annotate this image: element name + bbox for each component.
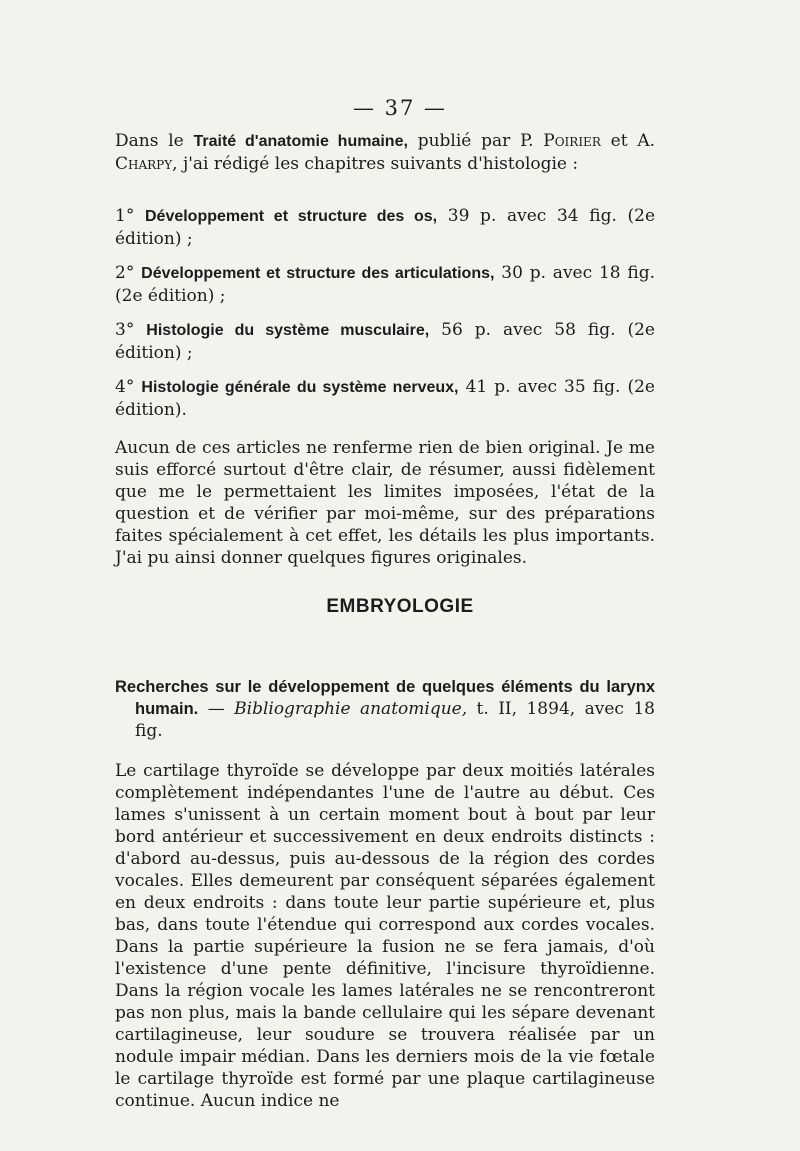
chapter-title: Histologie générale du système nerveux, [141,379,459,396]
chapter-title: Développement et structure des os, [144,208,438,225]
chapter-number: 2° [115,263,135,283]
entry-paragraph [115,676,655,742]
author-charpy: Charpy [115,154,173,174]
bibliography-entry [115,676,655,742]
intro-block [115,130,655,569]
closing-paragraph: Aucun de ces articles ne renferme rien de bien original. Je me suis efforcé surtout d'être clair, de résumer, aussi fidèlement que me le permettaient les limites imposées, l'état de la question et de vérifier par moi-même, sur des préparations faites spécialement à cet effet, les détails les plus importants. J'ai pu ainsi donner quelques figures originales. [115,438,655,568]
chapter-details: 39 p. avec 34 fig. (2e édition) ; [115,206,656,249]
body-block [115,760,655,1112]
chapter-item [115,319,655,364]
chapter-details: 56 p. avec 58 fig. (2e édition) ; [115,320,655,363]
entry-dash: — [198,699,235,719]
chapter-number: 3° [115,320,135,340]
intro-paragraph [115,130,655,175]
intro-prefix: Dans le [115,131,194,151]
chapter-item [115,205,655,250]
chapter-details: 41 p. avec 35 fig. (2e édition). [115,377,655,420]
entry-title: Recherches sur le développement de quelques éléments du larynx humain. [115,678,655,718]
body-paragraph: Le cartilage thyroïde se développe par deux moitiés latérales complètement indépendantes l'une de l'autre au début. Ces lames s'unissent à un certain moment bout à bout par leur bord antérieur et successivement en deux endroits distincts : d'abord au-dessus, puis au-dessous de la région des cordes vocales. Elles demeurent par conséquent séparées également en deux endroits : dans toute leur partie supérieure et, plus bas, dans toute l'étendue qui correspond aux cordes vocales. Dans la partie supérieure la fusion ne se fera jamais, d'où l'existence d'une pente définitive, l'incisure thyroïdienne. Dans la région vocale les lames latérales ne se rencontreront pas non plus, mais la bande cellulaire qui les sépare devenant cartilagineuse, leur soudure se trouvera réalisée par un nodule impair médian. Dans les derniers mois de la vie fœtale le cartilage thyroïde est formé par une plaque cartilagineuse continue. Aucun indice ne [115,761,655,1111]
section-title: EMBRYOLOGIE [326,596,474,617]
treatise-title: Traité d'anatomie humaine, [193,133,408,150]
chapter-details: 30 p. avec 18 fig. (2e édition) ; [115,263,656,306]
intro-middle: publié par P. [407,131,544,151]
chapter-number: 1° [115,206,135,226]
author-poirier: Poirier [543,131,601,151]
entry-journal: Bibliographie anatomique, [234,699,468,719]
page-number: — 37 — [352,96,448,120]
chapter-item [115,262,655,307]
intro-and: et A. [600,131,656,151]
chapter-item [115,376,655,421]
chapter-number: 4° [115,377,135,397]
chapter-title: Histologie du système musculaire, [146,322,430,339]
intro-suffix: , j'ai rédigé les chapitres suivants d'histologie : [172,154,579,174]
chapter-title: Développement et structure des articulations, [141,265,495,282]
entry-details: t. II, 1894, avec 18 fig. [135,699,655,741]
